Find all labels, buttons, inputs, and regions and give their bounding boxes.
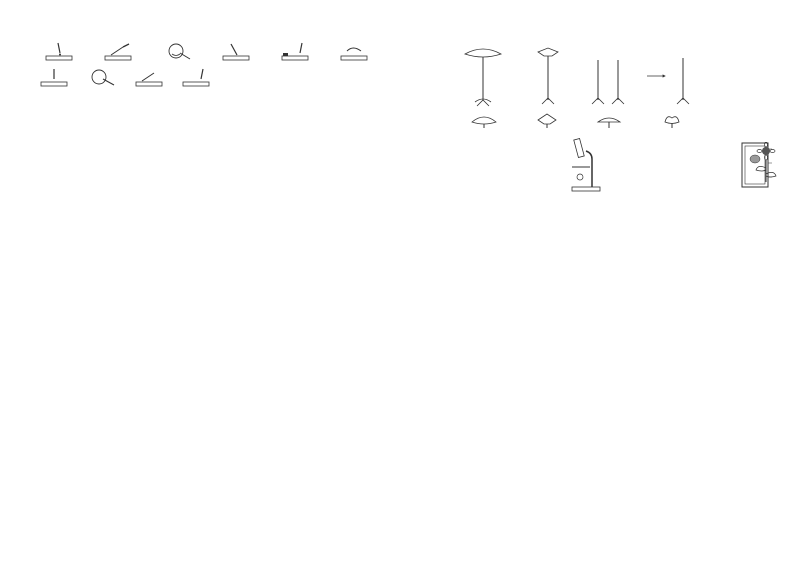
scrape-cheek-icon (160, 41, 194, 63)
cut-stalk-icon (584, 46, 632, 110)
smear-slide-icon (219, 41, 253, 63)
q34-option (657, 112, 687, 128)
left-content (30, 38, 383, 89)
q33-step (37, 67, 71, 89)
right-content (433, 44, 774, 193)
stain-slide-icon (278, 41, 312, 63)
q37-figure (433, 135, 774, 193)
q32-step (101, 41, 135, 63)
q32-step (42, 41, 76, 63)
q34-option (469, 112, 499, 128)
q34-options-figure (453, 112, 703, 128)
cap-shape-icon (532, 112, 562, 128)
q32-step (160, 41, 194, 63)
cover-slip-icon (132, 67, 166, 89)
acetabularia-plant-icon (453, 46, 513, 110)
wipe-slide-icon (337, 41, 371, 63)
scrape-cheek-icon (84, 67, 118, 89)
stain-slide-icon (179, 67, 213, 89)
q33-figure (30, 67, 220, 89)
q32-figure (30, 41, 383, 63)
graft-result-icon (643, 46, 703, 110)
q34-figure (453, 46, 703, 110)
right-page (397, 0, 794, 561)
microscope-icon (564, 135, 608, 193)
pipette-drop-icon (37, 67, 71, 89)
sunflower-icon (752, 142, 780, 182)
cap-shape-icon (594, 112, 624, 128)
acetabularia-plant-icon (524, 46, 574, 110)
cap-shape-icon (469, 112, 499, 128)
cap-shape-icon (657, 112, 687, 128)
q32-step (337, 41, 371, 63)
q32-step (219, 41, 253, 63)
q32-step (278, 41, 312, 63)
q33-step (179, 67, 213, 89)
q33-step (132, 67, 166, 89)
q33-step (84, 67, 118, 89)
pipette-drop-icon (42, 41, 76, 63)
cover-slip-icon (101, 41, 135, 63)
q34-option (532, 112, 562, 128)
q34-option (594, 112, 624, 128)
